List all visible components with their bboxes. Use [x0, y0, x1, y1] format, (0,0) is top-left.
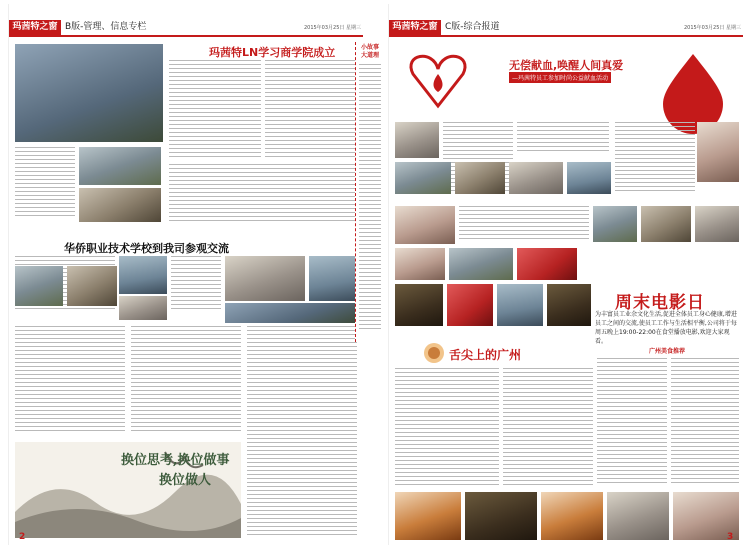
visit-photo-2 — [67, 266, 117, 306]
left-page — [8, 4, 363, 545]
article1-intro — [15, 147, 75, 222]
article1-col2 — [265, 60, 357, 160]
article1-col1 — [169, 60, 261, 160]
story-col2 — [131, 326, 241, 436]
food-icon — [423, 342, 445, 364]
classroom-photo — [79, 147, 161, 185]
birthday-photo-1 — [593, 206, 637, 242]
donation-photo-5 — [567, 162, 611, 194]
article1-cont — [169, 164, 357, 224]
dish-photo-1 — [395, 492, 461, 540]
sidebar-text — [359, 64, 381, 334]
birthday-text — [459, 206, 589, 244]
right-page — [360, 4, 743, 545]
dish-photo-4 — [607, 492, 669, 540]
birthday-banner — [395, 206, 455, 244]
sidebar-title: 小故事 大道理 — [360, 44, 379, 59]
movie-desc: 为丰富员工业余文化生活,促进全体员工身心健康,增进员工之间的交流,使员工工作与生活相平衡,公司将于每周五晚上19:00-22:00在食堂播放电影,欢迎大家观看。 — [595, 311, 737, 345]
left-page-header — [9, 20, 363, 37]
article2-title: 华侨职业技术学校到我司参观交流 — [64, 242, 229, 255]
left-header-section: B版-管理、信息专栏 — [65, 22, 147, 32]
story-sidebar — [355, 42, 384, 342]
birthday-photo-2 — [641, 206, 691, 242]
campus-photo-2 — [225, 256, 305, 301]
visit-photo-1 — [15, 266, 63, 306]
right-page-header — [389, 20, 743, 37]
food-col2 — [503, 368, 593, 488]
meeting-photo — [15, 44, 163, 142]
slogan-line1: 换位思考,换位做事 — [121, 453, 230, 468]
movie-poster-3 — [497, 284, 543, 326]
campus-photo-3 — [309, 256, 359, 301]
movie-poster-2 — [447, 284, 493, 326]
group-photo — [79, 188, 161, 222]
birthday-photo-5 — [449, 248, 513, 280]
blood-col3 — [615, 122, 695, 198]
article1-title: 玛茜特LN学习商学院成立 — [209, 46, 336, 59]
movie-poster-4 — [547, 284, 591, 326]
visit-photo-4 — [225, 303, 359, 323]
movie-poster-1 — [395, 284, 443, 326]
donation-photo-3 — [455, 162, 505, 194]
story-col1 — [15, 326, 125, 436]
blood-subtitle: —玛茜特员工参加时尚公益献血活动 — [509, 72, 611, 83]
movie-title: 周末电影日 — [615, 293, 705, 313]
dish-photo-3 — [541, 492, 603, 540]
article2-col2 — [171, 256, 221, 314]
campus-photo-1 — [119, 256, 167, 294]
visit-photo-3 — [119, 296, 167, 320]
left-header-date: 2015年03月25日 星期三 — [303, 25, 361, 31]
blood-drop-photo — [697, 122, 739, 182]
left-header-tag: 玛茜特之窗 — [9, 20, 61, 35]
birthday-photo-3 — [695, 206, 739, 242]
right-header-tag: 玛茜特之窗 — [389, 20, 441, 35]
donation-photo-1 — [395, 122, 439, 158]
food-title: 舌尖上的广州 — [449, 348, 522, 362]
birthday-photo-4 — [395, 248, 445, 280]
food-col3 — [597, 358, 667, 488]
right-page-number: 3 — [727, 532, 734, 542]
right-header-section: C版-综合报道 — [445, 22, 500, 32]
story-col3 — [247, 326, 357, 541]
dish-photo-2 — [465, 492, 537, 540]
birthday-photo-6 — [517, 248, 577, 280]
left-page-number: 2 — [19, 532, 26, 542]
food-col1 — [395, 368, 499, 488]
right-header-date: 2015年03月25日 星期三 — [683, 25, 741, 31]
blood-title: 无偿献血,唤醒人间真爱 — [509, 59, 624, 72]
blood-col2 — [517, 122, 609, 158]
food-label: 广州美食推荐 — [649, 348, 686, 355]
food-col4 — [671, 358, 739, 488]
donation-photo-2 — [395, 162, 451, 194]
slogan-line2: 换位做人 — [159, 473, 212, 488]
donation-photo-4 — [509, 162, 563, 194]
